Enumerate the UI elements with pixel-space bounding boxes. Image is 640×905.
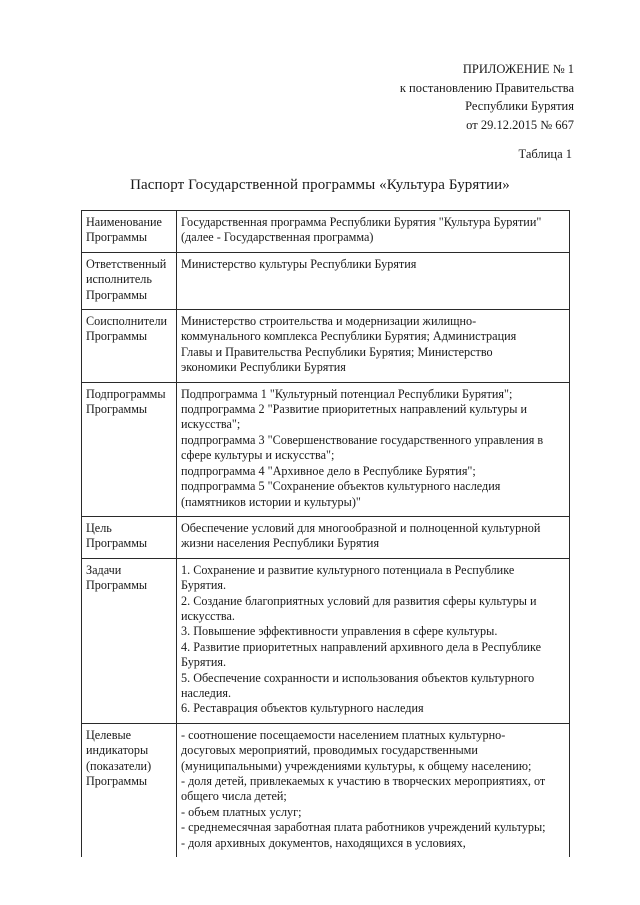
document-title: Паспорт Государственной программы «Культура Бурятии» (130, 177, 510, 193)
appendix-date: от 29.12.2015 № 667 (466, 117, 574, 132)
row-content (177, 310, 570, 383)
content-line: искусства. (181, 608, 235, 623)
label-line: Подпрограммы (86, 386, 166, 401)
label-line: (показатели) (86, 758, 152, 773)
row-content (177, 211, 570, 253)
content-line: - соотношение посещаемости населением платных культурно- (181, 727, 506, 742)
content-line: 2. Создание благоприятных условий для развития сферы культуры и (181, 593, 537, 608)
content-line: Обеспечение условий для многообразной и полноценной культурной (181, 520, 541, 535)
label-line: исполнитель (86, 272, 152, 287)
appendix-line-1: к постановлению Правительства (399, 80, 574, 95)
content-line: искусства"; (181, 417, 241, 432)
content-line: подпрограмма 3 "Совершенствование государственного управления в (181, 432, 544, 447)
content-line: Главы и Правительства Республики Бурятия; Министерство (181, 344, 493, 359)
content-line: общего числа детей; (181, 789, 287, 804)
content-line: подпрограмма 5 "Сохранение объектов культурного наследия (181, 479, 501, 494)
content-line: - доля детей, привлекаемых к участию в творческих мероприятиях, от (181, 774, 546, 788)
content-line: Государственная программа Республики Бурятия "Культура Бурятии" (181, 215, 542, 229)
table-row (82, 382, 570, 516)
content-line: подпрограмма 2 "Развитие приоритетных направлений культуры и (181, 402, 528, 417)
label-line: Программы (86, 230, 148, 245)
content-line: наследия. (181, 685, 232, 700)
content-line: (памятников истории и культуры)" (181, 494, 361, 509)
table-row (82, 252, 570, 309)
label-line: индикаторы (86, 743, 149, 758)
row-label (82, 310, 177, 383)
content-line: - среднемесячная заработная плата работников учреждений культуры; (181, 820, 546, 835)
content-line: - доля архивных документов, находящихся в условиях, (181, 835, 466, 850)
table-number: Таблица 1 (518, 147, 572, 161)
row-content (177, 516, 570, 558)
appendix-number: ПРИЛОЖЕНИЕ № 1 (462, 62, 574, 76)
content-line: 4. Развитие приоритетных направлений архивного дела в Республике (181, 639, 542, 654)
content-line: Подпрограмма 1 "Культурный потенциал Республики Бурятия"; (181, 386, 513, 401)
label-line: Наименование (86, 215, 162, 229)
row-label (82, 211, 177, 253)
label-line: Программы (86, 329, 148, 344)
row-content (177, 558, 570, 723)
row-content (177, 723, 570, 857)
appendix-header (400, 60, 574, 134)
appendix-line-2: Республики Бурятия (465, 99, 574, 113)
table-row (82, 723, 570, 857)
content-line: (муниципальными) учреждениями культуры, к общему населению; (181, 758, 532, 773)
table-row (82, 558, 570, 723)
content-line: 1. Сохранение и развитие культурного потенциала в Республике (181, 562, 515, 577)
content-line: сфере культуры и искусства"; (181, 448, 335, 463)
label-line: Ответственный (86, 256, 167, 271)
content-line: досуговых мероприятий, проводимых государственными (181, 743, 478, 758)
content-line: 6. Реставрация объектов культурного наследия (181, 701, 424, 716)
table-row (82, 310, 570, 383)
content-line: Министерство строительства и модернизации жилищно- (181, 314, 477, 329)
row-label (82, 382, 177, 516)
row-label (82, 723, 177, 857)
content-line: 3. Повышение эффективности управления в сфере культуры. (181, 624, 498, 639)
content-line: экономики Республики Бурятия (181, 360, 346, 375)
row-content (177, 252, 570, 309)
table-row (82, 211, 570, 253)
content-line: (далее - Государственная программа) (181, 230, 374, 245)
content-line: подпрограмма 4 "Архивное дело в Республике Бурятия"; (181, 463, 476, 478)
label-line: Цель (86, 520, 112, 535)
table-row (82, 516, 570, 558)
label-line: Программы (86, 287, 148, 302)
label-line: Программы (86, 578, 148, 593)
label-line: Программы (86, 402, 148, 417)
label-line: Программы (86, 536, 148, 551)
row-label (82, 516, 177, 558)
label-line: Целевые (86, 727, 132, 742)
content-line: Министерство культуры Республики Бурятия (181, 256, 417, 271)
label-line: Соисполнители (86, 314, 168, 329)
label-line: Программы (86, 774, 148, 788)
row-content (177, 382, 570, 516)
label-line: Задачи (86, 562, 122, 577)
row-label (82, 252, 177, 309)
row-label (82, 558, 177, 723)
content-line: коммунального комплекса Республики Бурятия; Администрация (181, 329, 517, 344)
passport-table (81, 210, 570, 857)
content-line: жизни населения Республики Бурятия (181, 536, 380, 551)
content-line: - объем платных услуг; (181, 804, 302, 819)
content-line: Бурятия. (181, 655, 226, 670)
content-line: 5. Обеспечение сохранности и использования объектов культурного (181, 670, 535, 685)
content-line: Бурятия. (181, 578, 226, 593)
